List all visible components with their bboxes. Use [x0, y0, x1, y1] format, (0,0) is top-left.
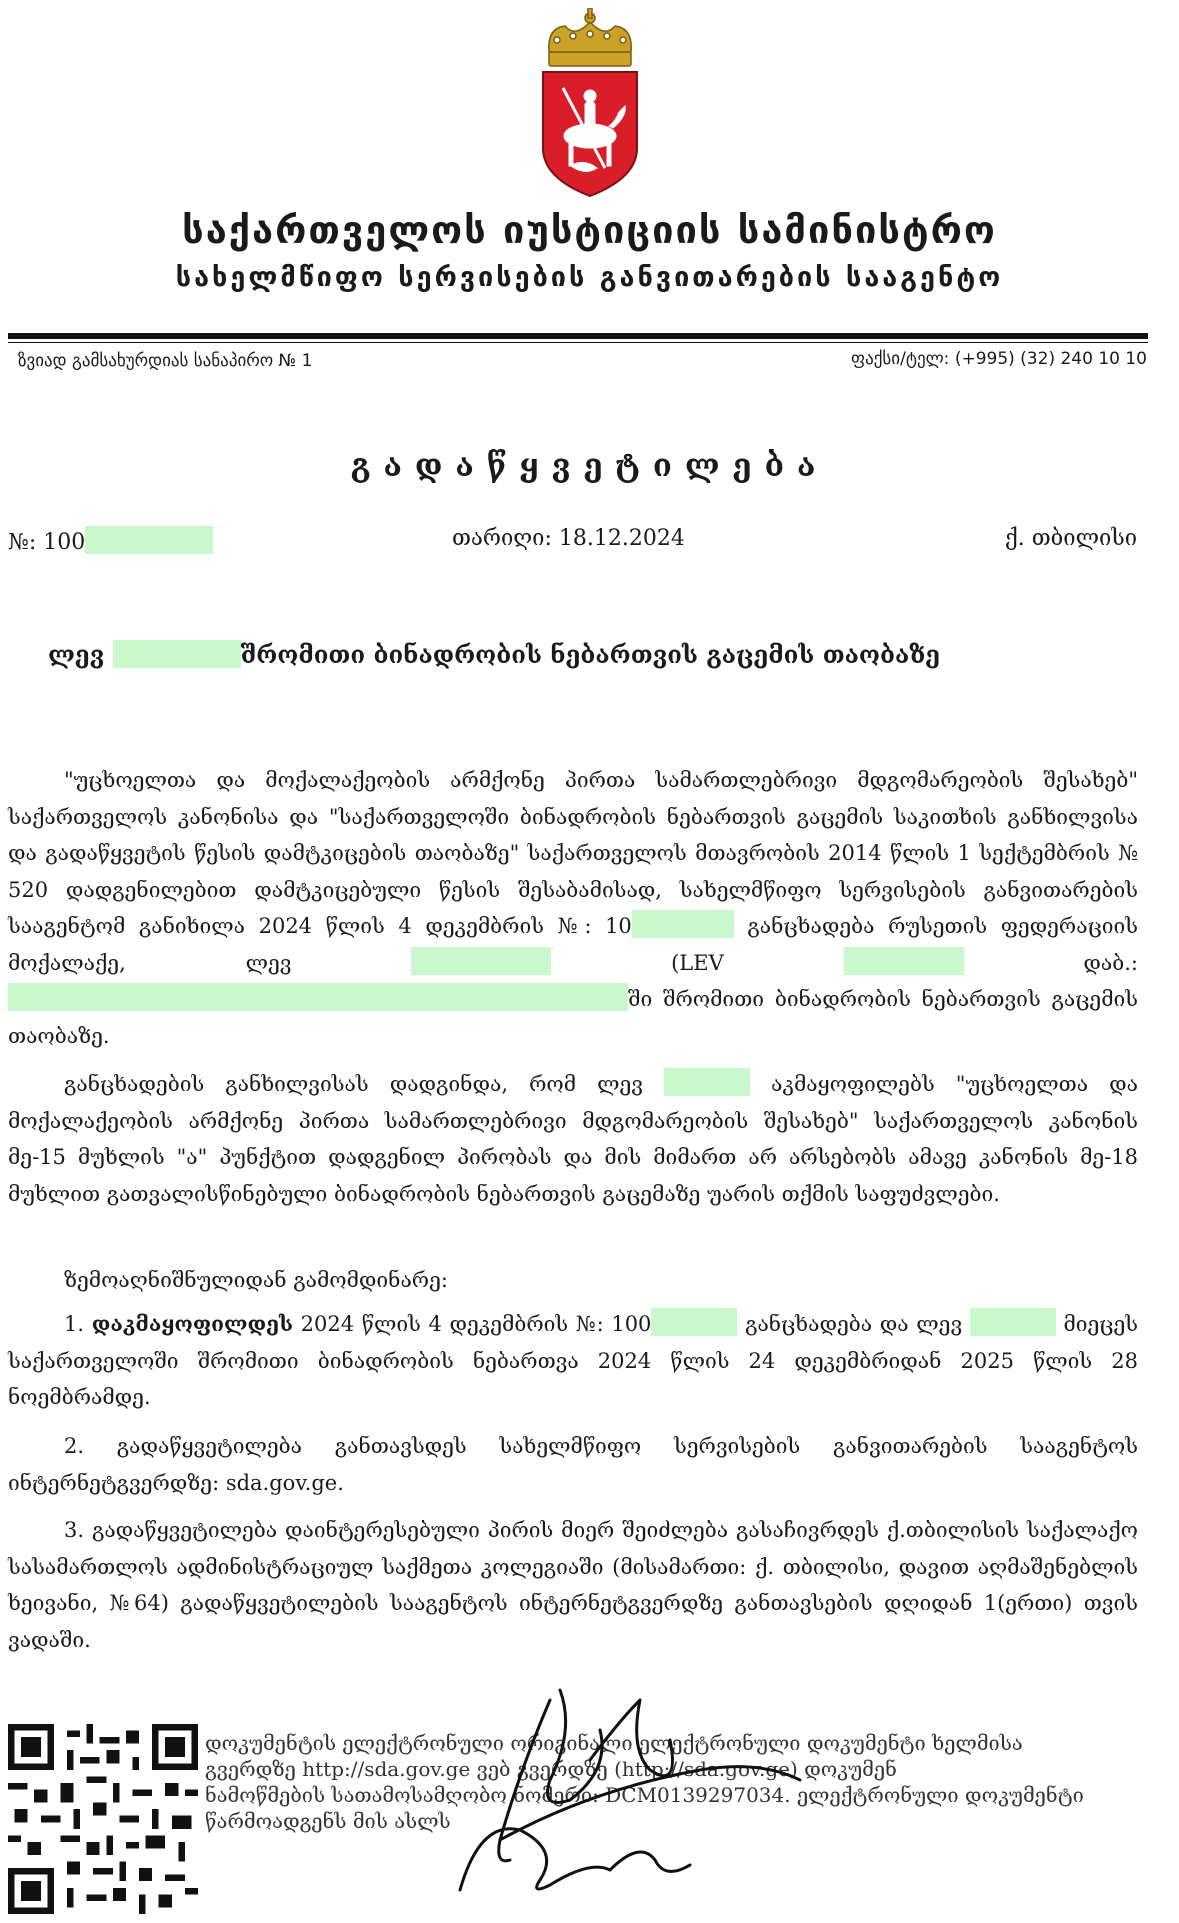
agency-address: ზვიად გამსახურდიას სანაპირო № 1 — [18, 351, 313, 371]
redaction-mark — [411, 947, 551, 975]
subject-name: ლევ — [48, 640, 113, 669]
paragraph-basis — [8, 1262, 1138, 1299]
header-divider — [8, 333, 1148, 339]
intro-text-2: განცხადება რუსეთის ფედერაციის მოქალაქე, ლევ — [8, 914, 1138, 975]
document-title: გადაწყვეტილება — [350, 448, 829, 484]
footer-line: ნამოწმების სათამოსამღობო ნომერი: DCM0139297034. ელექტრონული დოკუმენტი — [205, 1783, 1084, 1807]
footer-line: გვერდზე http://sda.gov.ge ვებ გვერდზე (http://sda.gov.ge) დოკუმენ — [205, 1757, 897, 1781]
redaction-mark — [844, 947, 964, 975]
item-3-text: 3. გადაწყვეტილება დაინტერესებული პირის მიერ შეიძლება გასაჩივრდეს ქ.თბილისის საქალაქო სასამართლოს ადმინისტრაციულ საქმეთა კოლეგიაში (მისამართი: ქ. თბილისი, დავით აღმაშენებლის ხეივანი, №64) გადაწყვეტილების სააგენტოს ინტერნეტგვერდზე განთავსების დღიდან 1(ერთი) თვის ვადაში. — [8, 1518, 1138, 1652]
item-number: 1. — [64, 1312, 85, 1336]
intro-text-5: ში შრომითი ბინადრობის ნებართვის გაცემის თაობაზე. — [8, 987, 1138, 1048]
basis-text: ზემოაღნიშნულიდან გამომდინარე: — [64, 1268, 448, 1292]
document-number-label: №: 100 — [8, 530, 86, 555]
document-number — [8, 526, 213, 555]
subject-text: შრომითი ბინადრობის ნებართვის გაცემის თაობაზე — [240, 640, 941, 669]
intro-text-4: დაბ.: — [963, 950, 1139, 975]
item-text-2: განცხადება და ლევ — [737, 1312, 970, 1336]
item-text-3: მიეცეს საქართველოში შრომითი ბინადრობის ნებართვა 2024 წლის 24 დეკემბრიდან 2025 წლის 28 ნოემბრამდე. — [8, 1312, 1138, 1409]
intro-text: "უცხოელთა და მოქალაქეობის არმქონე პირთა სამართლებრივი მდგომარეობის შესახებ" საქართველოს კანონისა და "საქართველოში ბინადრობის ნებართვის გაცემის საკითხის განხილვისა და გადაწყვეტის წესის დამტკიცების თაობაზე" საქართველოს მთავრობის 2014 წლის 1 სექტემბრის № 520 დადგენილებით დამტკიცებული წესის შესაბამისად, სახელმწიფო სერვისების განვითარების სააგენტომ განიხილა 2024 წლის 4 დეკემბრის №: 10 — [8, 768, 1138, 938]
handwritten-signature — [440, 1660, 860, 1900]
document-city: ქ. თბილისი — [1004, 526, 1137, 551]
agency-name: სახელმწიფო სერვისების განვითარების სააგენტო — [175, 262, 1004, 293]
redaction-mark — [8, 983, 628, 1011]
document-subject — [48, 640, 940, 669]
item-2-text: 2. გადაწყვეტილება განთავსდეს სახელმწიფო სერვისების განვითარების სააგენტოს ინტერნეტგვერდზე: sda.gov.ge. — [8, 1434, 1138, 1495]
paragraph-findings — [8, 1066, 1138, 1212]
item-bold-text: დაკმაყოფილდეს — [91, 1311, 293, 1336]
agency-contact: ფაქსი/ტელ: (+995) (32) 240 10 10 — [851, 349, 1147, 369]
redaction-mark — [651, 1308, 737, 1336]
document-date: თარიღი: 18.12.2024 — [452, 526, 685, 551]
redaction-mark — [113, 640, 241, 668]
paragraph-intro — [8, 762, 1138, 1054]
item-text: 2024 წლის 4 დეკემბრის №: 100 — [293, 1312, 652, 1336]
redaction-mark — [632, 910, 734, 938]
redaction-mark — [970, 1308, 1056, 1336]
findings-text: განცხადების განხილვისას დადგინდა, რომ ლევ — [64, 1072, 665, 1096]
redaction-mark — [664, 1068, 750, 1096]
ministry-name: საქართველოს იუსტიციის სამინისტრო — [182, 208, 997, 252]
intro-text-3: (LEV — [671, 950, 844, 975]
qr-code — [8, 1724, 198, 1914]
header-divider-thin — [8, 342, 1148, 343]
redaction-mark — [85, 526, 213, 554]
coat-of-arms-emblem — [535, 8, 645, 198]
findings-text-2: აკმაყოფილებს "უცხოელთა და მოქალაქეობის არმქონე პირთა სამართლებრივი მდგომარეობის შესახებ" საქართველოს კანონის მე-15 მუხლის "ა" პუნქტით დადგენილ პირობას და მის მიმართ არ არსებობს ამავე კანონის მე-18 მუხლით გათვალისწინებული ბინადრობის ნებართვის გაცემაზე უარის თქმის საფუძვლები. — [8, 1072, 1139, 1206]
decision-item-1 — [8, 1306, 1138, 1416]
decision-item-2 — [8, 1428, 1138, 1501]
footer-line: დოკუმენტის ელექტრონული ორიგინალი ელექტრონული დოკუმენტი ხელმისა — [205, 1731, 1023, 1755]
decision-item-3 — [8, 1512, 1138, 1658]
footer-line: წარმოადგენს მის ასლს — [205, 1809, 451, 1833]
